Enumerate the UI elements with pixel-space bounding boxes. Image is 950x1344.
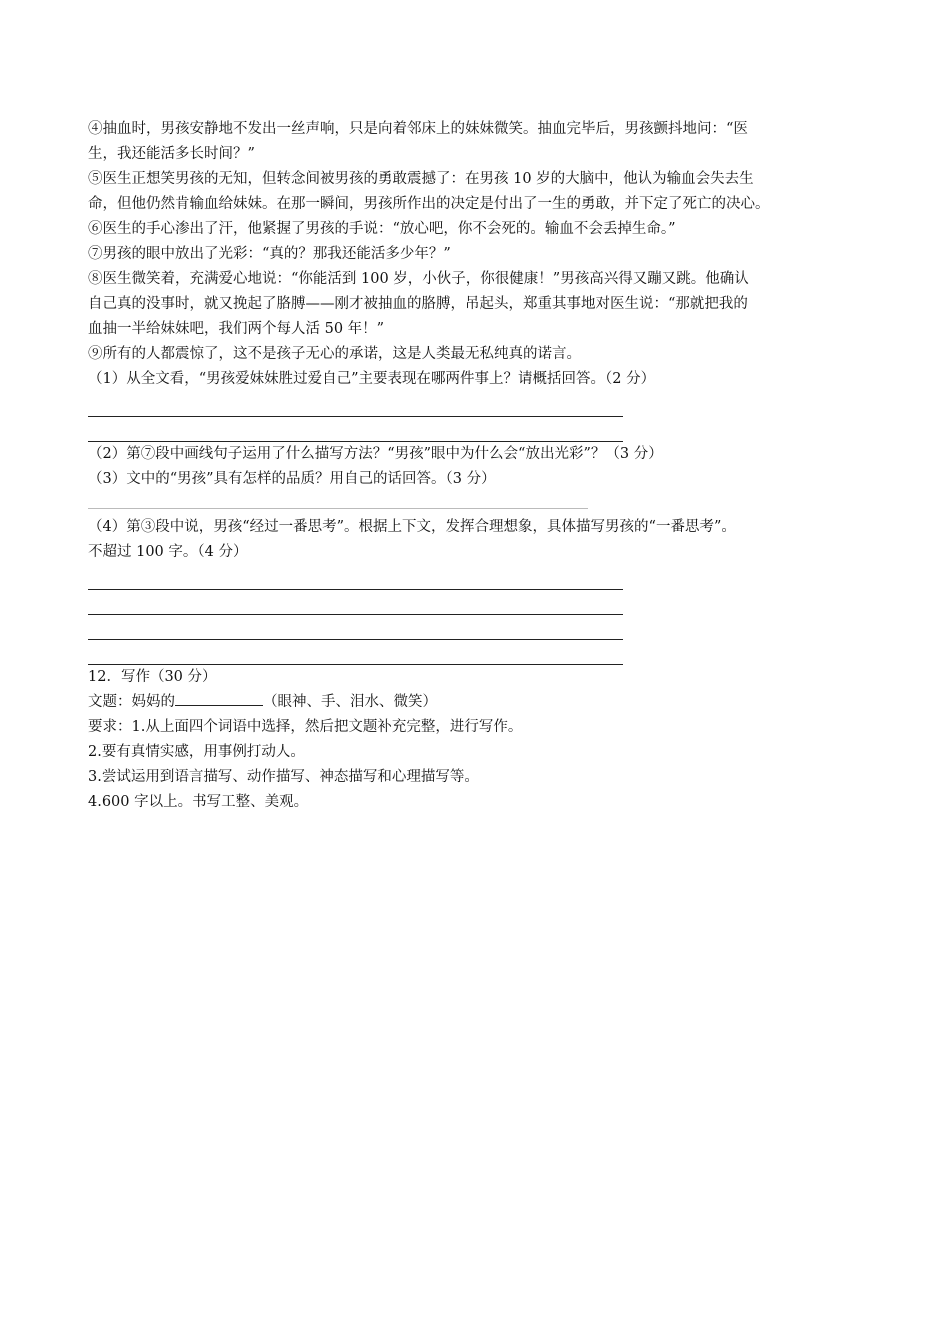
writing-title: [88, 690, 878, 715]
paragraph-6: ⑥医生的手心渗出了汗，他紧握了男孩的手说：“放心吧，你不会死的。输血不会丢掉生命。”: [88, 221, 676, 237]
paragraph-8-line-3: 血抽一半给妹妹吧，我们两个每人活 50 年！”: [88, 321, 385, 337]
paragraph-8-line-1: ⑧医生微笑着，充满爱心地说：“你能活到 100 岁，小伙子，你很健康！”男孩高兴得又蹦又跳。他确认: [88, 271, 749, 287]
answer-line[interactable]: [88, 590, 623, 615]
paragraph-4-line-1: ④抽血时，男孩安静地不发出一丝声响，只是向着邻床上的妹妹微笑。抽血完毕后，男孩颤抖地问：“医: [88, 121, 748, 137]
title-options: （眼神、手、泪水、微笑）: [263, 694, 437, 710]
paragraph-4-line-2: 生，我还能活多长时间？”: [88, 146, 255, 162]
answer-line[interactable]: [88, 615, 623, 640]
document-page: [88, 117, 878, 815]
requirement-1: 要求：1.从上面四个词语中选择，然后把文题补充完整，进行写作。: [88, 719, 523, 735]
title-prefix: 文题：妈妈的: [88, 694, 175, 710]
question-3: （3）文中的“男孩”具有怎样的品质？用自己的话回答。（3 分）: [88, 471, 496, 487]
answer-line[interactable]: [88, 392, 623, 417]
requirement-4: 4.600 字以上。书写工整、美观。: [88, 794, 309, 810]
answer-line[interactable]: [88, 492, 588, 509]
answer-line[interactable]: [88, 640, 623, 665]
requirement-2: 2.要有真情实感，用事例打动人。: [88, 744, 305, 760]
requirement-3: 3.尝试运用到语言描写、动作描写、神态描写和心理描写等。: [88, 769, 479, 785]
question-4-line-1: （4）第③段中说，男孩“经过一番思考”。根据上下文，发挥合理想象，具体描写男孩的“一番思考”。: [88, 519, 736, 535]
question-2: （2）第⑦段中画线句子运用了什么描写方法？“男孩”眼中为什么会“放出光彩”？（3 分）: [88, 446, 663, 462]
title-blank[interactable]: [175, 691, 263, 706]
paragraph-7: ⑦男孩的眼中放出了光彩：“真的？那我还能活多少年？”: [88, 246, 451, 262]
answer-line[interactable]: [88, 565, 623, 590]
answer-line[interactable]: [88, 417, 623, 442]
paragraph-5-line-2: 命，但他仍然肯输血给妹妹。在那一瞬间，男孩所作出的决定是付出了一生的勇敢，并下定了死亡的决心。: [88, 196, 770, 212]
question-1: （1）从全文看，“男孩爱妹妹胜过爱自己”主要表现在哪两件事上？请概括回答。（2 分）: [88, 371, 656, 387]
paragraph-8-line-2: 自己真的没事时，就又挽起了胳膊——刚才被抽血的胳膊，吊起头，郑重其事地对医生说：“那就把我的: [88, 296, 748, 312]
paragraph-5-line-1: ⑤医生正想笑男孩的无知，但转念间被男孩的勇敢震撼了：在男孩 10 岁的大脑中，他认为输血会失去生: [88, 171, 754, 187]
paragraph-9: ⑨所有的人都震惊了，这不是孩子无心的承诺，这是人类最无私纯真的诺言。: [88, 346, 581, 362]
question-4-line-2: 不超过 100 字。（4 分）: [88, 544, 248, 560]
writing-heading: 12．写作（30 分）: [88, 669, 217, 685]
